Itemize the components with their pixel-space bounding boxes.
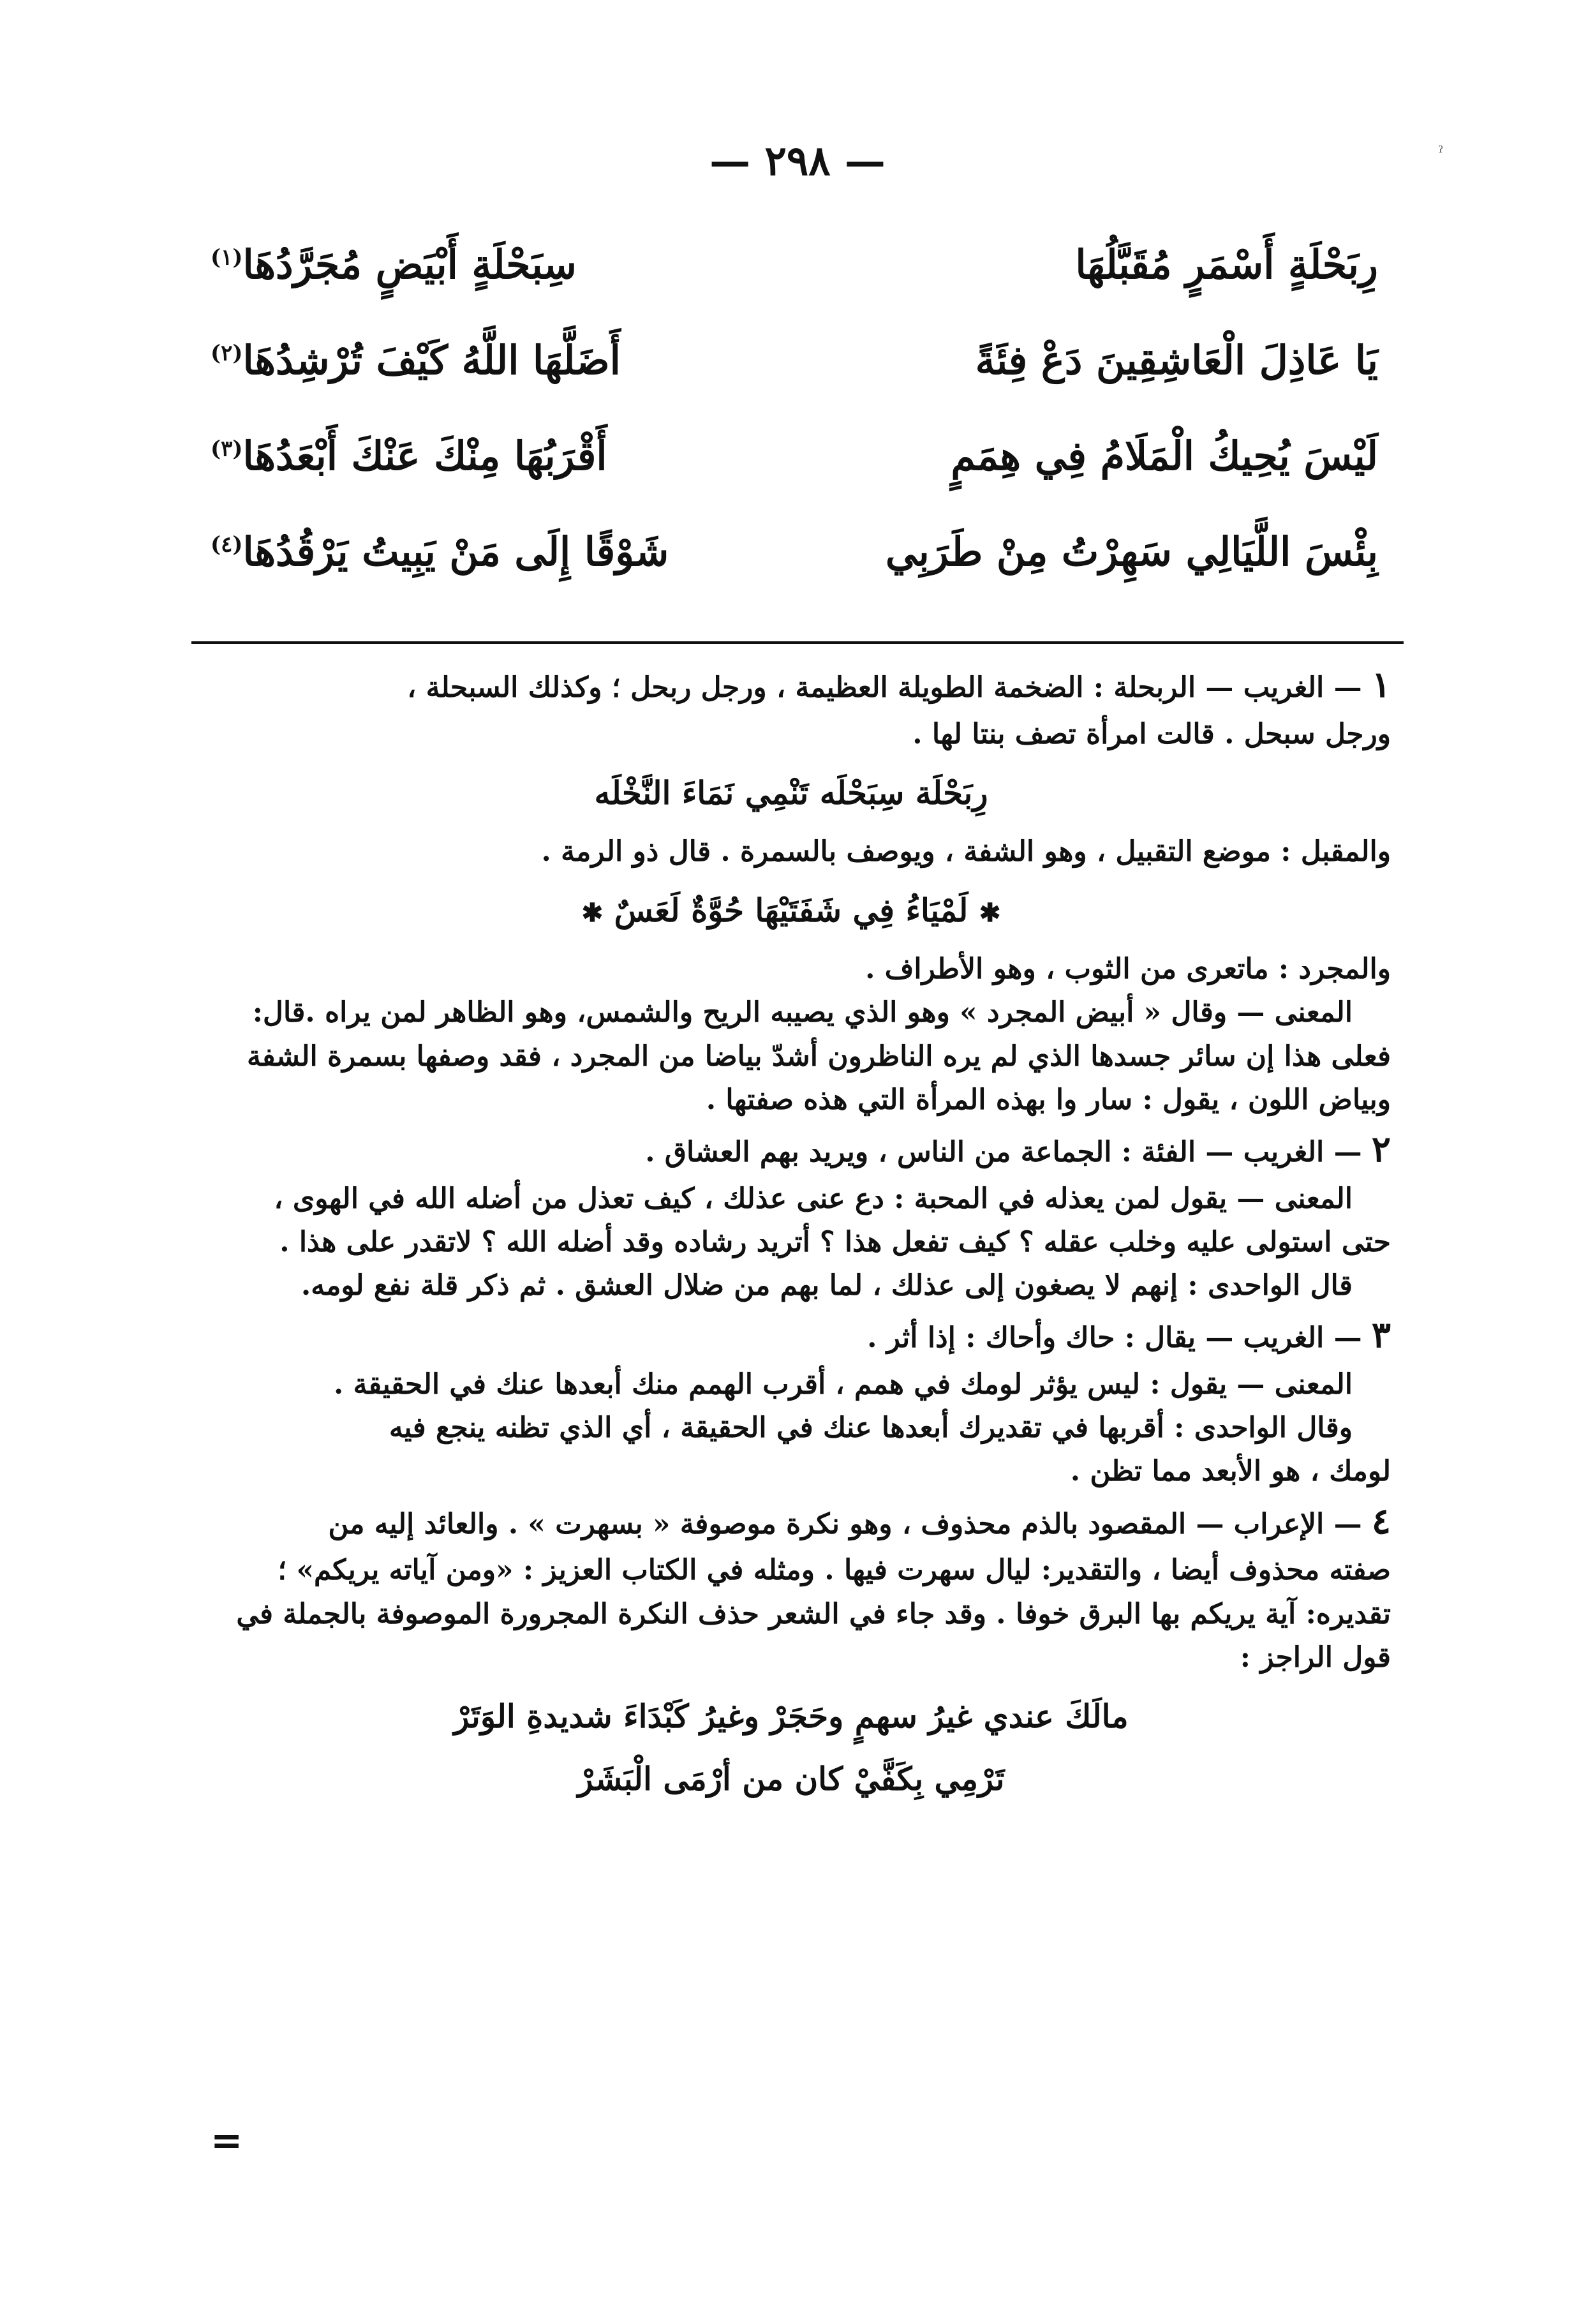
verse-1-note-ref: (١) <box>211 244 243 271</box>
verse-4 <box>211 504 1378 600</box>
note-4-line-2: صفته محذوف أيضا ، والتقدير: ليال سهرت فيها . ومثله في الكتاب العزيز : «ومن آياته يريكم» ؛ <box>278 1554 1391 1587</box>
note-1-quoted-verse-2-text: لَمْيَاءُ فِي شَفَتَيْهَا حُوَّةٌ لَعَسٌ <box>614 891 968 930</box>
note-2-line-3: حتى استولى عليه وخلب عقله ؟ كيف تفعل هذا ؟ أتريد رشاده وقد أضله الله ؟ لاتقدر على هذا . <box>279 1225 1391 1258</box>
note-3-line-3: وقال الواحدى : أقربها في تقديرك أبعدها عنك في الحقيقة ، أي الذي تظنه ينجع فيه <box>389 1412 1353 1445</box>
verse-4-note-ref: (٤) <box>211 532 243 558</box>
note-1-line-1 <box>191 657 1391 713</box>
poem-verses <box>211 217 1378 600</box>
note-3-line-1 <box>191 1307 1391 1363</box>
note-2-number: ٢ <box>1371 1128 1391 1170</box>
note-1-line-2: ورجل سبحل . قالت امرأة تصف بنتا لها . <box>912 717 1391 750</box>
page-number: — ٢٩٨ — <box>709 137 886 185</box>
verse-2-first-hemistich: يَا عَاذِلَ الْعَاشِقِينَ دَعْ فِئَةً <box>975 336 1378 384</box>
verse-1-second-text: سِبَحْلَةٍ أَبْيَضٍ مُجَرَّدُهَا <box>242 241 577 288</box>
continuation-mark: = <box>211 2119 243 2163</box>
note-1-quoted-verse-1: رِبَحْلَة سِبَحْلَه تَنْمِي نَمَاءَ النَّخْلَه <box>594 773 988 812</box>
verse-2-second-hemistich <box>211 337 829 384</box>
note-1-quoted-verse-2 <box>191 885 1391 936</box>
note-1-number: ١ <box>1371 664 1391 706</box>
verse-3 <box>211 408 1378 504</box>
note-4-number: ٤ <box>1371 1500 1391 1542</box>
verse-4-second-hemistich <box>211 528 829 576</box>
note-1-line-6: فعلى هذا إن سائر جسدها الذي لم يره الناظرون أشدّ بياضا من المجرد ، فقد وصفها بسمرة الشفة <box>247 1039 1391 1073</box>
star-mark: ✱ <box>581 898 604 928</box>
note-3-line-2: المعنى — يقول : ليس يؤثر لومك في همم ، أقرب الهمم منك أبعدها عنك في الحقيقة . <box>334 1368 1353 1401</box>
note-1-line-4: والمجرد : ماتعرى من الثوب ، وهو الأطراف . <box>865 953 1391 986</box>
note-4-text-1: — الإعراب — المقصود بالذم محذوف ، وهو نكرة موصوفة « بسهرت » . والعائد إليه من <box>328 1507 1362 1540</box>
verse-1-second-hemistich <box>211 241 829 288</box>
note-2-text-1: — الغريب — الفئة : الجماعة من الناس ، ويريد بهم العشاق . <box>645 1135 1362 1168</box>
note-1-line-7: وبياض اللون ، يقول : سار وا بهذه المرأة التي هذه صفتها . <box>706 1083 1391 1116</box>
verse-3-note-ref: (٣) <box>211 436 243 462</box>
verse-2 <box>211 313 1378 408</box>
verse-1-first-hemistich: رِبَحْلَةٍ أَسْمَرٍ مُقَبَّلُهَا <box>1075 241 1378 288</box>
verse-4-second-text: شَوْقًا إِلَى مَنْ يَبِيتُ يَرْقُدُهَا <box>242 528 669 575</box>
note-2-line-1 <box>191 1122 1391 1177</box>
verse-2-note-ref: (٢) <box>211 340 243 366</box>
note-3-text-1: — الغريب — يقال : حاك وأحاك : إذا أثر . <box>867 1322 1362 1355</box>
note-4-quoted-verse-2: تَرْمِي بِكَفَّيْ كان من أرْمَى الْبَشَرْ <box>577 1760 1005 1798</box>
verse-3-second-text: أَقْرَبُهَا مِنْكَ عَنْكَ أَبْعَدُهَا <box>242 432 607 479</box>
verse-3-first-hemistich: لَيْسَ يُحِيكُ الْمَلَامُ فِي هِمَمٍ <box>951 432 1378 479</box>
note-3-line-4: لومك ، هو الأبعد مما تظن . <box>1070 1455 1391 1488</box>
note-4-line-1 <box>191 1494 1391 1549</box>
note-1-text-1: — الغريب — الربحلة : الضخمة الطويلة العظيمة ، ورجل ربحل ؛ وكذلك السبحلة ، <box>407 671 1362 704</box>
footnote-separator <box>191 641 1404 644</box>
note-4-line-3: تقديره: آية يريكم بها البرق خوفا . وقد جاء في الشعر حذف النكرة المجرورة الموصوفة بالجملة في <box>236 1597 1391 1630</box>
verse-4-first-hemistich: بِئْسَ اللَّيَالِي سَهِرْتُ مِنْ طَرَبِي <box>885 528 1378 575</box>
note-1-line-3: والمقبل : موضع التقبيل ، وهو الشفة ، ويوصف بالسمرة . قال ذو الرمة . <box>541 835 1391 868</box>
verse-2-second-text: أَضَلَّهَا اللَّهُ كَيْفَ تُرْشِدُهَا <box>242 336 621 384</box>
stray-mark: ˀ <box>1439 144 1444 163</box>
verse-1 <box>211 217 1378 313</box>
note-4-line-4: قول الراجز : <box>1240 1641 1391 1674</box>
note-2-line-4: قال الواحدى : إنهم لا يصغون إلى عذلك ، لما بهم من ضلال العشق . ثم ذكر قلة نفع لومه. <box>300 1269 1353 1302</box>
note-4-quoted-verse-1: مالَكَ عندي غيرُ سهمٍ وحَجَرْ وغيرُ كَبْدَاءَ شديدةِ الوَتَرْ <box>454 1697 1129 1735</box>
note-2-line-2: المعنى — يقول لمن يعذله في المحبة : دع عنى عذلك ، كيف تعذل من أضله الله في الهوى ، <box>274 1182 1353 1215</box>
note-1-line-5: المعنى — وقال « أبيض المجرد » وهو الذي يصيبه الريح والشمس، وهو الظاهر لمن يراه .قال: <box>252 996 1353 1029</box>
verse-3-second-hemistich <box>211 433 829 480</box>
star-mark: ✱ <box>979 898 1001 928</box>
commentary <box>191 657 1391 1816</box>
note-3-number: ٣ <box>1371 1314 1391 1357</box>
